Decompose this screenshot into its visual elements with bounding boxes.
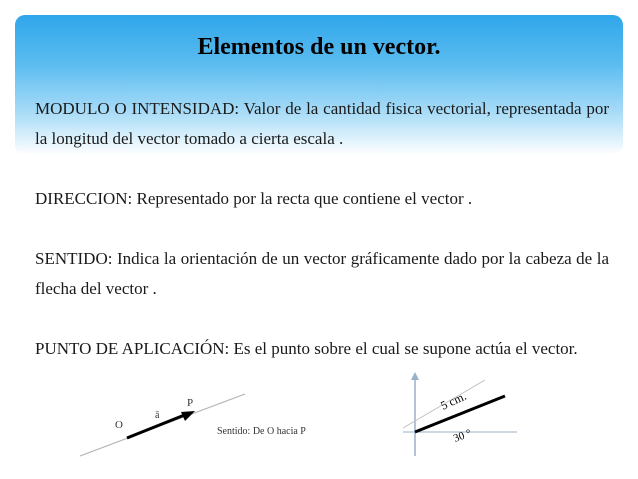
paragraph-punto-aplicacion: PUNTO DE APLICACIÓN: Es el punto sobre el cual se supone actúa el vector. [35, 339, 578, 358]
tip-label: P [187, 397, 194, 409]
vector-angle-figure [395, 368, 520, 458]
paragraph-direccion: DIRECCION: Representado por la recta que contiene el vector . [35, 189, 473, 208]
paragraph-sentido: SENTIDO: Indica la orientación de un vector gráficamente dado por la cabeza de la flecha del vector . [35, 249, 609, 298]
origin-label: O [115, 419, 123, 431]
vector-label: ā [155, 410, 160, 421]
paragraph-modulo: MODULO O INTENSIDAD: Valor de la cantidad fisica vectorial, representada por la longitud del vector tomado a cierta escala . [35, 99, 609, 148]
sense-caption: Sentido: De O hacia P [217, 426, 306, 437]
slide-title [0, 34, 638, 61]
slide-title-text: Elementos de un vector. [197, 34, 441, 60]
vector-arrow-head [181, 411, 195, 421]
vector-sense-figure [75, 388, 335, 463]
angle-label: 30 ° [451, 427, 474, 445]
length-label: 5 cm. [438, 388, 469, 413]
vertical-axis-arrow [411, 372, 419, 380]
